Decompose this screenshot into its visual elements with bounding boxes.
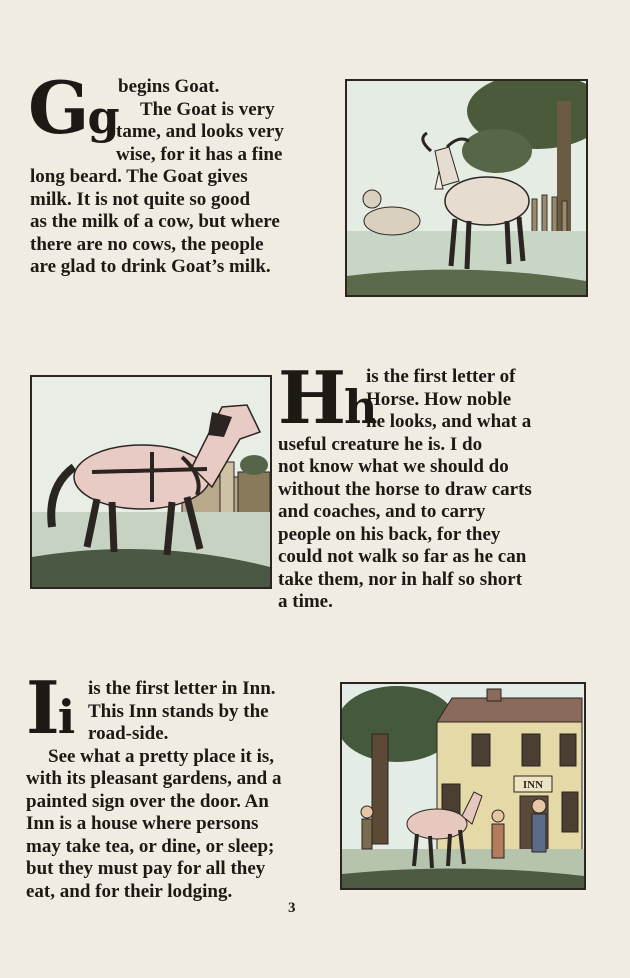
text-line: may take tea, or dine, or sleep; [26, 835, 275, 857]
dropcap-lower: i [57, 690, 74, 744]
inn-sign: INN [522, 779, 544, 791]
inn-paragraph [26, 678, 336, 903]
text-line: The Goat is very [140, 98, 275, 120]
text-line: wise, for it has a fine [116, 143, 283, 165]
text-line: with its pleasant gardens, and a [26, 768, 282, 789]
text-line: useful creature he is. I do [278, 433, 483, 455]
text-line: are glad to drink Goat’s milk. [30, 256, 271, 277]
dropcap-upper: I [26, 665, 58, 750]
inn-illustration [340, 682, 586, 890]
text-line: a time. [278, 591, 333, 612]
text-line: begins Goat. [118, 76, 220, 97]
text-line: milk. It is not quite so good [30, 188, 251, 210]
horse-paragraph [278, 366, 588, 614]
text-line: tame, and looks very [116, 121, 284, 142]
text-line: take them, nor in half so short [278, 568, 523, 590]
text-line: and coaches, and to carry [278, 501, 486, 522]
text-line: people on his back, for they [278, 523, 501, 545]
goat-paragraph [30, 76, 338, 279]
text-line: road-side. [88, 723, 169, 744]
text-line: eat, and for their lodging. [26, 880, 233, 902]
text-line: but they must pay for all they [26, 858, 266, 879]
goat-illustration [345, 79, 588, 297]
text-line: See what a pretty place it is, [48, 745, 275, 767]
text-line: there are no cows, the people [30, 233, 264, 255]
dropcap-upper: G [28, 65, 88, 150]
text-line: Inn is a house where persons [26, 813, 259, 834]
text-line: as the milk of a cow, but where [30, 211, 280, 232]
text-line: without the horse to draw carts [278, 478, 532, 500]
text-line: Horse. How noble [366, 388, 512, 410]
text-line: long beard. The Goat gives [30, 166, 248, 187]
horse-illustration [30, 375, 272, 589]
text-line: he looks, and what a [366, 411, 532, 432]
dropcap-lower: h [344, 380, 376, 434]
text-line: not know what we should do [278, 456, 509, 477]
text-line: is the first letter in Inn. [88, 678, 276, 699]
dropcap-lower: g [87, 90, 118, 144]
text-line: This Inn stands by the [88, 700, 269, 722]
page-number: 3 [288, 900, 296, 916]
dropcap-upper: H [278, 355, 345, 440]
text-line: painted sign over the door. An [26, 790, 269, 812]
text-line: is the first letter of [366, 366, 516, 387]
text-line: could not walk so far as he can [278, 546, 527, 567]
